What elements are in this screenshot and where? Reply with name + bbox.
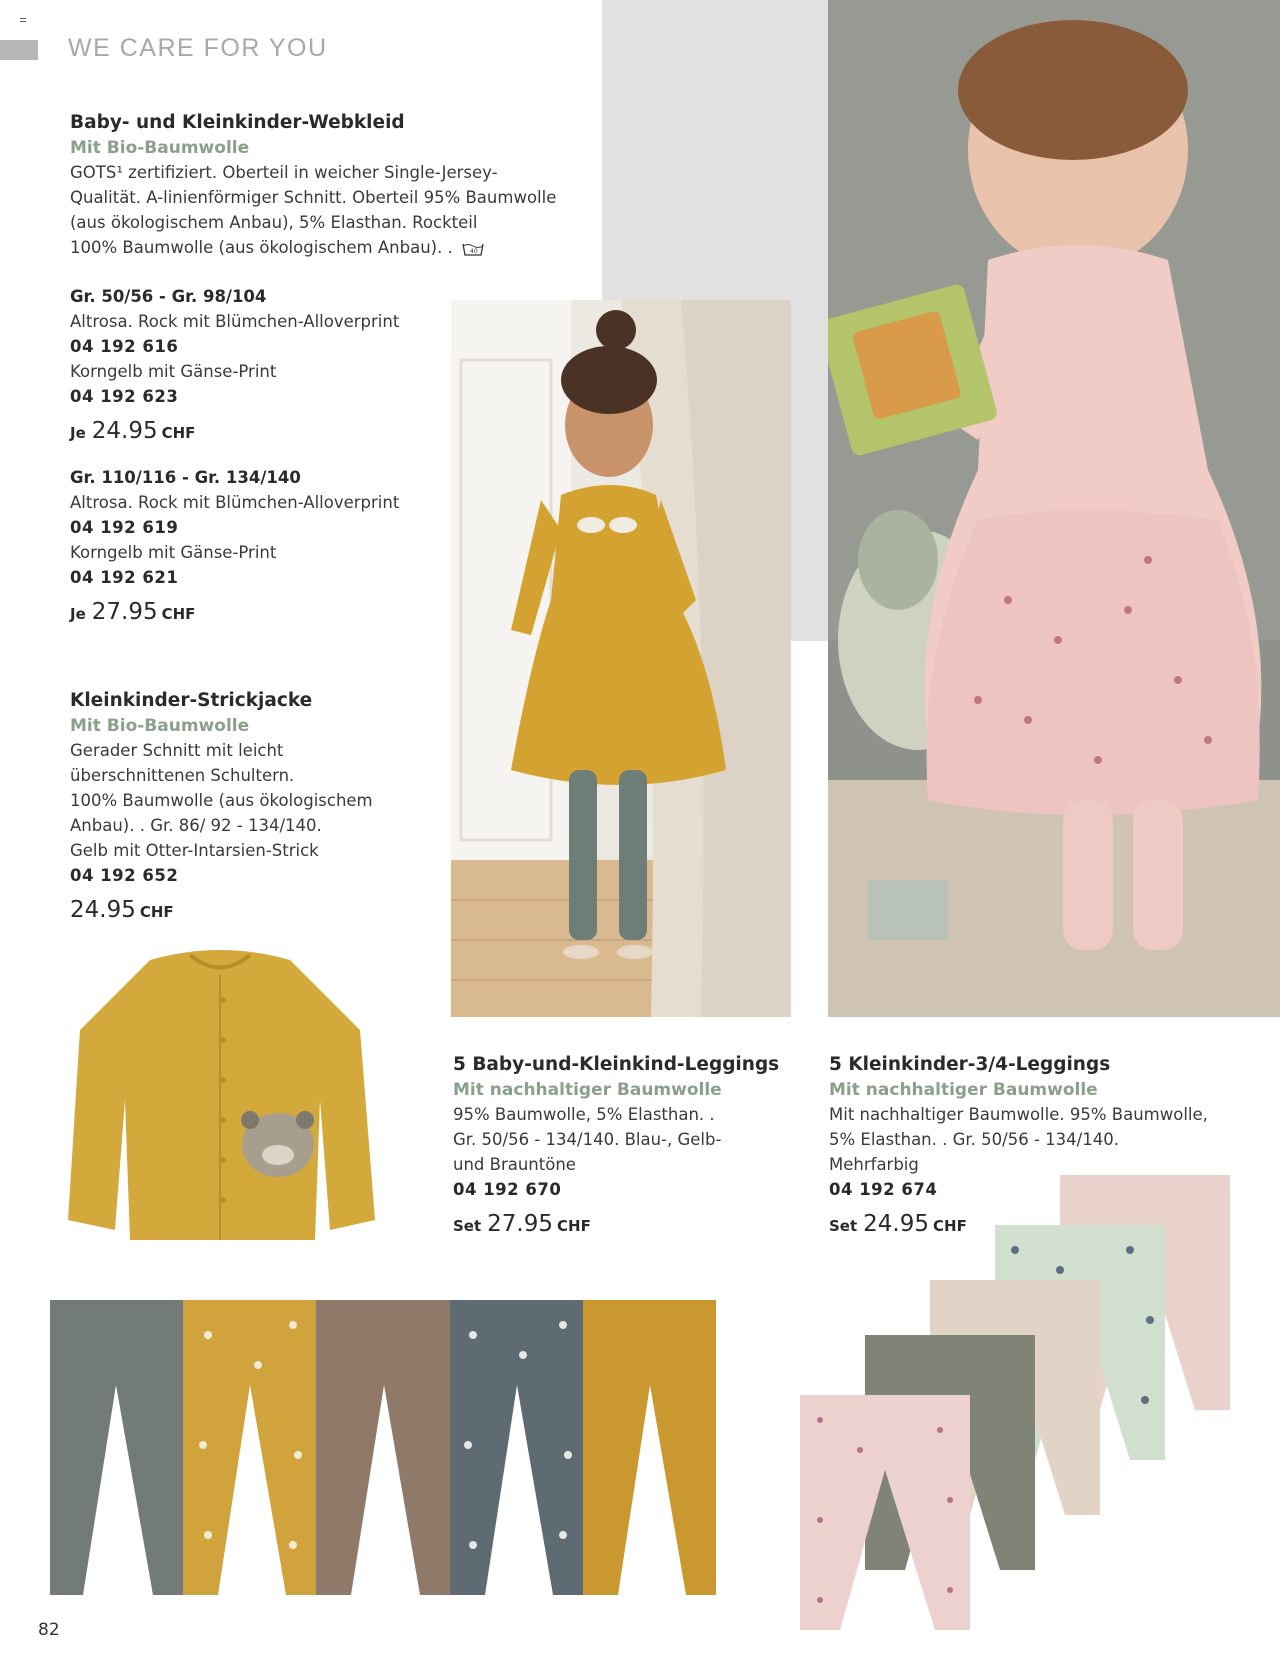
price-currency: CHF (161, 605, 196, 623)
variant-name: Korngelb mit Gänse-Print (70, 362, 277, 381)
page-number: 82 (38, 1620, 60, 1640)
size-range: Gr. 110/116 - Gr. 134/140 (70, 468, 301, 487)
product-subtitle: Mit nachhaltiger Baumwolle (453, 1080, 722, 1100)
article-number: 04 192 619 (70, 518, 179, 537)
price-value: 27.95 (487, 1211, 554, 1237)
price-prefix: Je (70, 424, 86, 442)
price-prefix: Je (70, 605, 86, 623)
photo-toddler-pink-dress (828, 0, 1280, 1017)
price (70, 894, 410, 928)
product-title: Baby- und Kleinkinder-Webkleid (70, 112, 405, 133)
article-number: 04 192 652 (70, 866, 179, 885)
size-range: Gr. 50/56 - Gr. 98/104 (70, 287, 267, 306)
desc-line: Gerader Schnitt mit leicht (70, 741, 284, 760)
desc-line (70, 235, 590, 260)
price-currency: CHF (933, 1217, 967, 1235)
price-prefix: Set (453, 1217, 482, 1235)
price (453, 1208, 793, 1242)
menu-icon (20, 18, 26, 24)
price-prefix: Set (829, 1217, 858, 1235)
desc-line: 100% Baumwolle (aus ökologischem (70, 791, 373, 810)
cardigan-info (70, 688, 410, 928)
desc-line: Gr. 50/56 - 134/140. Blau-, Gelb- (453, 1130, 722, 1149)
price-value: 24.95 (70, 897, 136, 923)
desc-line: Qualität. A-linienförmiger Schnitt. Oberteil 95% Baumwolle (70, 188, 557, 207)
variant-name: Korngelb mit Gänse-Print (70, 543, 277, 562)
image-leggings-5-set (48, 1295, 718, 1605)
desc-line: GOTS¹ zertifiziert. Oberteil in weicher Single-Jersey- (70, 163, 498, 182)
image-leggings-34-set (800, 1170, 1240, 1650)
photo-girl-yellow-dress (451, 300, 791, 1017)
header-bar (0, 40, 38, 60)
variant-name: Altrosa. Rock mit Blümchen-Alloverprint (70, 493, 400, 512)
price-value: 24.95 (863, 1211, 930, 1237)
price-currency: CHF (557, 1217, 591, 1235)
desc-line: überschnittenen Schultern. (70, 766, 295, 785)
leggings5-info (453, 1052, 793, 1242)
price-currency: CHF (139, 903, 174, 921)
article-number: 04 192 616 (70, 337, 179, 356)
page-header: WE CARE FOR YOU (68, 34, 328, 62)
price-value: 24.95 (91, 418, 158, 444)
article-number: 04 192 621 (70, 568, 179, 587)
desc-line: (aus ökologischem Anbau), 5% Elasthan. Rockteil (70, 213, 478, 232)
product-subtitle: Mit Bio-Baumwolle (70, 138, 250, 158)
image-cardigan (60, 940, 380, 1250)
product-subtitle: Mit Bio-Baumwolle (70, 716, 250, 736)
wash-symbol-icon (462, 242, 484, 256)
desc-line: und Brauntöne (453, 1155, 576, 1174)
product-title: 5 Kleinkinder-3/4-Leggings (829, 1054, 1111, 1075)
article-number: 04 192 674 (829, 1180, 938, 1199)
product-title: Kleinkinder-Strickjacke (70, 690, 313, 711)
svg-text:40: 40 (470, 247, 478, 255)
desc-line: 95% Baumwolle, 5% Elasthan. . (453, 1105, 715, 1124)
article-number: 04 192 670 (453, 1180, 562, 1199)
product-subtitle: Mit nachhaltiger Baumwolle (829, 1080, 1098, 1100)
desc-line: 5% Elasthan. . Gr. 50/56 - 134/140. (829, 1130, 1119, 1149)
price-currency: CHF (161, 424, 196, 442)
article-number: 04 192 623 (70, 387, 179, 406)
product-title: 5 Baby-und-Kleinkind-Leggings (453, 1054, 780, 1075)
desc-line: Gelb mit Otter-Intarsien-Strick (70, 841, 319, 860)
desc-text: 100% Baumwolle (aus ökologischem Anbau). . (70, 238, 453, 257)
desc-line: Anbau). . Gr. 86/ 92 - 134/140. (70, 816, 322, 835)
desc-line: Mehrfarbig (829, 1155, 919, 1174)
desc-line: Mit nachhaltiger Baumwolle. 95% Baumwolle, (829, 1105, 1208, 1124)
price-value: 27.95 (91, 599, 158, 625)
variant-name: Altrosa. Rock mit Blümchen-Alloverprint (70, 312, 400, 331)
